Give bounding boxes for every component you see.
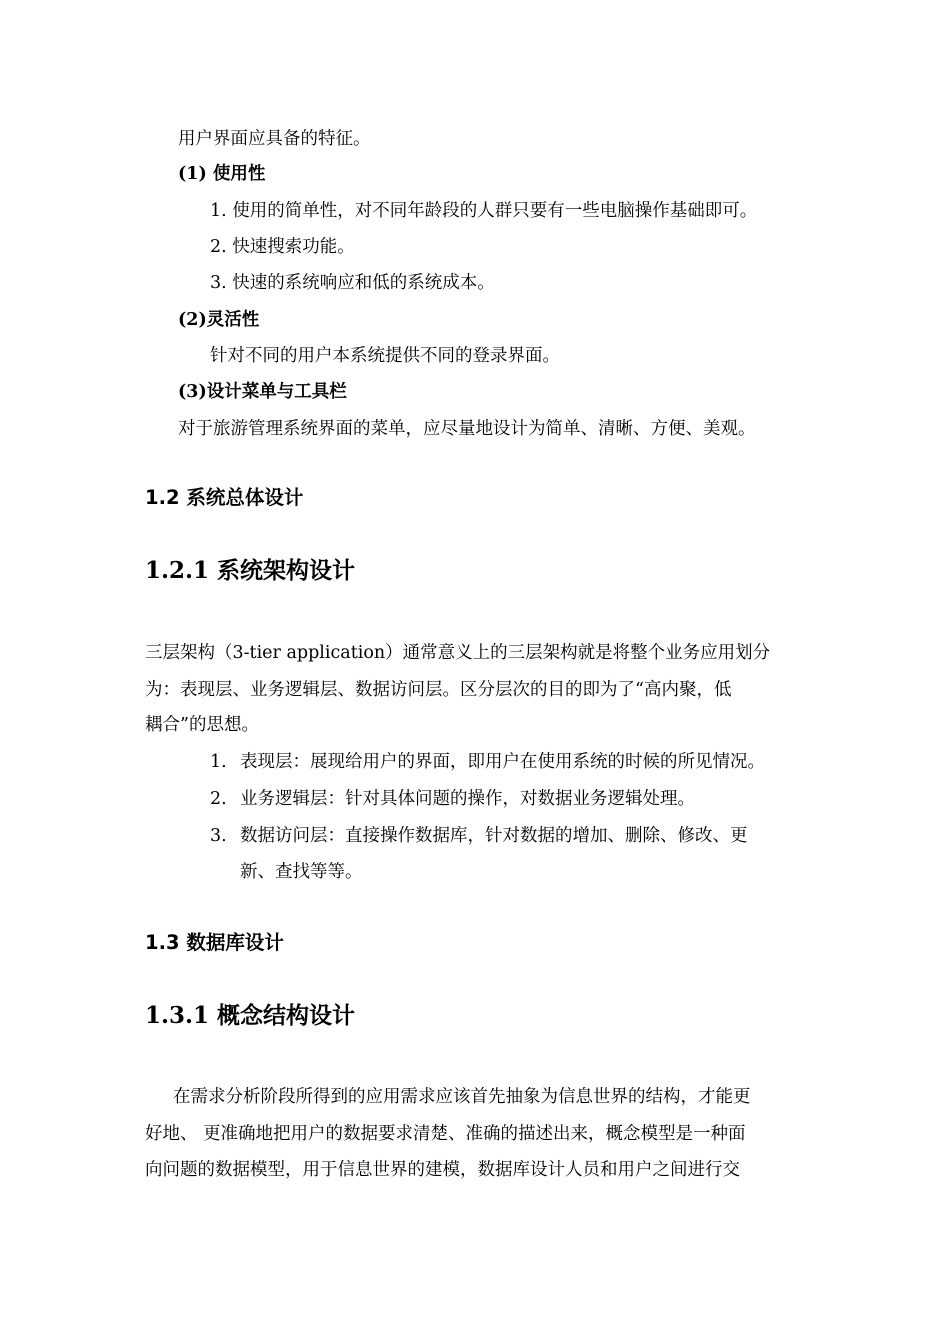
list-number: 1. [210,752,227,772]
list-number: 2. [210,789,227,809]
list-number: 3. [210,826,227,846]
flexibility-heading: (2)灵活性 [178,310,260,330]
concept-line-2: 好地、 更准确地把用户的数据要求清楚、准确的描述出来，概念模型是一种面 [145,1124,746,1144]
section-heading-1-2-1: 1.2.1 系统架构设计 [145,557,356,584]
architecture-item-1: 表现层：展现给用户的界面，即用户在使用系统的时候的所见情况。 [240,752,765,772]
concept-line-3: 向问题的数据模型，用于信息世界的建模，数据库设计人员和用户之间进行交 [145,1160,740,1180]
architecture-item-3-cont: 新、查找等等。 [240,862,363,882]
architecture-item-3: 数据访问层：直接操作数据库，针对数据的增加、删除、修改、更 [240,826,748,846]
concept-line-1: 在需求分析阶段所得到的应用需求应该首先抽象为信息世界的结构，才能更 [173,1087,751,1107]
architecture-line-3: 耦合”的思想。 [145,715,259,735]
architecture-item-2: 业务逻辑层：针对具体问题的操作，对数据业务逻辑处理。 [240,789,695,809]
usability-item-1: 1. 使用的简单性，对不同年龄段的人群只要有一些电脑操作基础即可。 [210,201,758,221]
flexibility-text: 针对不同的用户本系统提供不同的登录界面。 [210,346,560,366]
section-heading-1-2: 1.2 系统总体设计 [145,486,304,509]
architecture-line-2: 为：表现层、业务逻辑层、数据访问层。区分层次的目的即为了“高内聚，低 [145,680,732,700]
section-heading-1-3: 1.3 数据库设计 [145,931,284,954]
usability-heading: (1) 使用性 [178,164,266,184]
section-heading-1-3-1: 1.3.1 概念结构设计 [145,1002,356,1029]
intro-text: 用户界面应具备的特征。 [178,129,371,149]
usability-item-2: 2. 快速搜索功能。 [210,237,355,257]
menus-text: 对于旅游管理系统界面的菜单，应尽量地设计为简单、清晰、方便、美观。 [178,419,756,439]
menus-heading: (3)设计菜单与工具栏 [178,382,347,402]
architecture-line-1: 三层架构（3-tier application）通常意义上的三层架构就是将整个业务应用划分 [145,643,771,663]
usability-item-3: 3. 快速的系统响应和低的系统成本。 [210,273,495,293]
